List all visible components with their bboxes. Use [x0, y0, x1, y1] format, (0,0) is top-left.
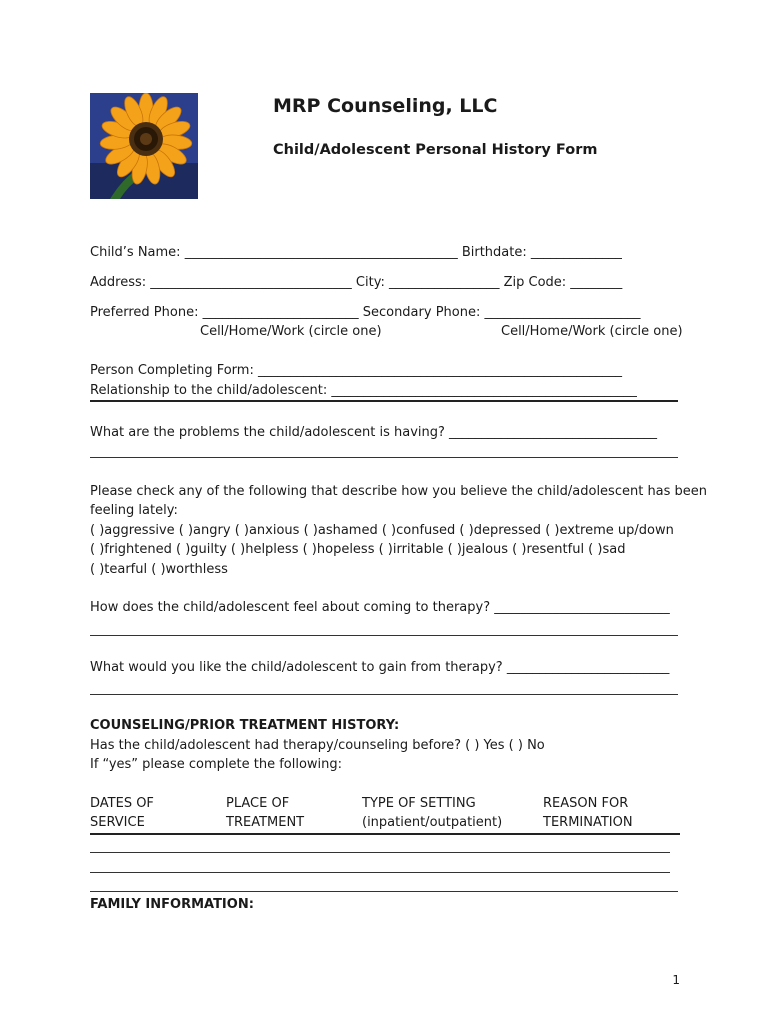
childs-name-field[interactable]: Child’s Name: __________________________________________ Birthdate: ______________ — [90, 245, 622, 260]
column-header-dates: DATES OF — [90, 796, 154, 811]
column-header-reason: REASON FOR — [543, 796, 629, 811]
column-header-setting: TYPE OF SETTING — [362, 796, 476, 811]
feelings-checklist-row[interactable]: ( )aggressive ( )angry ( )anxious ( )ashamed ( )confused ( )depressed ( )extreme up/down — [90, 523, 674, 538]
treatment-entry-line[interactable] — [90, 852, 670, 853]
answer-line[interactable] — [90, 694, 678, 695]
page-title: MRP Counseling, LLC — [273, 95, 498, 117]
feelings-checklist-row[interactable]: ( )tearful ( )worthless — [90, 562, 228, 577]
answer-line[interactable] — [90, 635, 678, 636]
problems-question[interactable]: What are the problems the child/adolescent is having? ________________________________ — [90, 425, 658, 440]
secondary-phone-circle-hint: Cell/Home/Work (circle one) — [501, 324, 683, 339]
section-divider — [90, 400, 678, 402]
therapy-feeling-question[interactable]: How does the child/adolescent feel about coming to therapy? ___________________________ — [90, 600, 670, 615]
feelings-checklist-row[interactable]: ( )frightened ( )guilty ( )helpless ( )hopeless ( )irritable ( )jealous ( )resentful ( )sad — [90, 542, 626, 557]
answer-line[interactable] — [90, 457, 678, 458]
therapy-gain-question[interactable]: What would you like the child/adolescent to gain from therapy? _________________________ — [90, 660, 670, 675]
page-number: 1 — [672, 973, 680, 987]
treatment-entry-line[interactable] — [90, 891, 678, 892]
address-field[interactable]: Address: _______________________________ City: _________________ Zip Code: ________ — [90, 275, 623, 290]
treatment-entry-line[interactable] — [90, 872, 670, 873]
form-subtitle: Child/Adolescent Personal History Form — [273, 142, 598, 158]
table-header-divider — [90, 833, 680, 835]
prior-therapy-question[interactable]: Has the child/adolescent had therapy/counseling before? ( ) Yes ( ) No — [90, 738, 545, 753]
column-header-place: TREATMENT — [226, 815, 305, 830]
sunflower-icon — [90, 93, 198, 199]
preferred-phone-circle-hint: Cell/Home/Work (circle one) — [200, 324, 382, 339]
column-header-reason: TERMINATION — [543, 815, 633, 830]
column-header-dates: SERVICE — [90, 815, 145, 830]
phone-fields[interactable]: Preferred Phone: ________________________ Secondary Phone: ________________________ — [90, 305, 641, 320]
family-information-heading: FAMILY INFORMATION: — [90, 897, 254, 912]
if-yes-instructions: If “yes” please complete the following: — [90, 757, 343, 772]
column-header-place: PLACE OF — [226, 796, 290, 811]
relationship-field[interactable]: Relationship to the child/adolescent: _______________________________________________ — [90, 383, 637, 398]
column-header-setting: (inpatient/outpatient) — [362, 815, 503, 830]
treatment-history-heading: COUNSELING/PRIOR TREATMENT HISTORY: — [90, 718, 400, 733]
sunflower-logo — [90, 93, 198, 199]
person-completing-field[interactable]: Person Completing Form: ________________________________________________________ — [90, 363, 622, 378]
feelings-instructions-cont: feeling lately: — [90, 503, 178, 518]
feelings-instructions: Please check any of the following that describe how you believe the child/adolescent has been — [90, 484, 708, 499]
